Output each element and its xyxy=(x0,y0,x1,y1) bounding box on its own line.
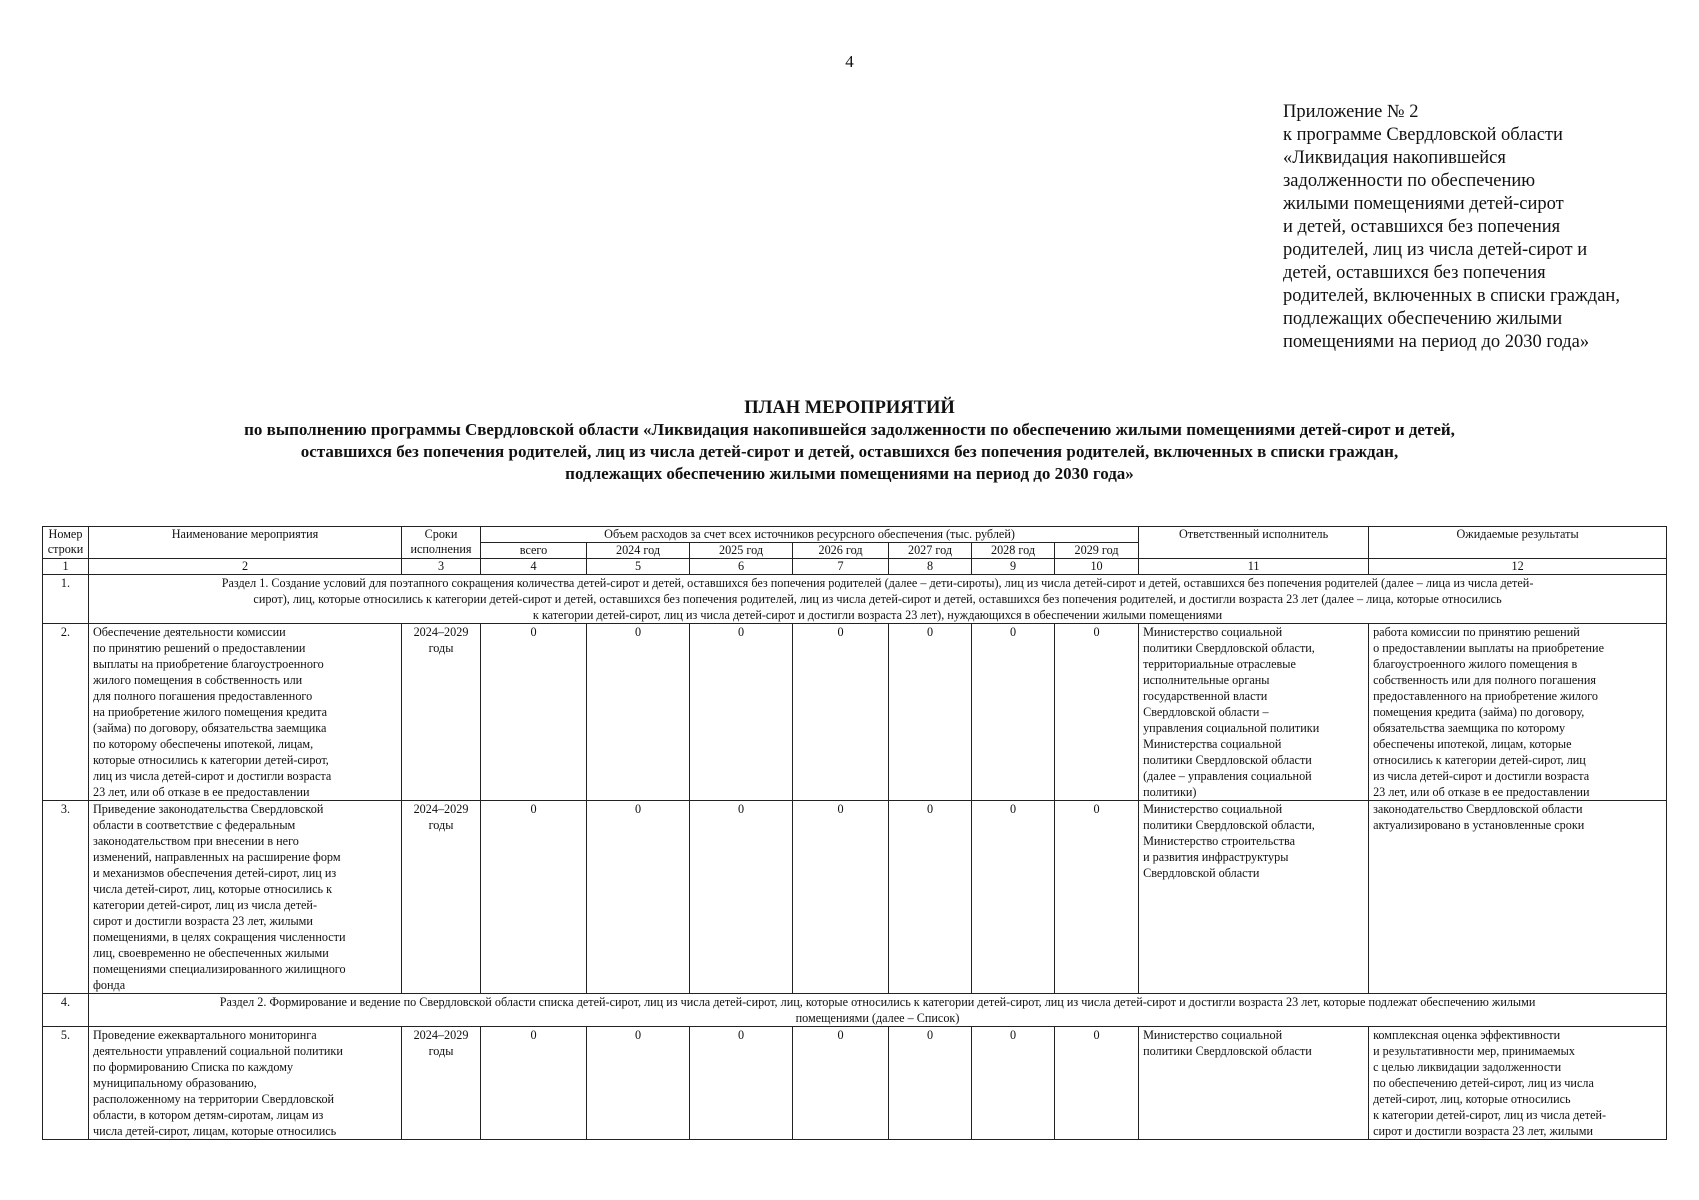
text-line: годы xyxy=(428,1044,454,1058)
column-number: 3 xyxy=(402,559,481,575)
amount-2028: 0 xyxy=(972,1027,1055,1140)
row-number: 5. xyxy=(43,1027,89,1140)
text-line: 2024–2029 xyxy=(413,625,469,639)
amount-2026: 0 xyxy=(793,624,889,801)
text-line: области, в котором детям-сиротам, лицам из xyxy=(93,1108,324,1122)
column-numbering-row xyxy=(43,559,1667,575)
responsible xyxy=(1139,624,1369,801)
column-number: 5 xyxy=(587,559,690,575)
appendix-line: задолженности по обеспечению xyxy=(1283,171,1536,191)
text-line: Министерство социальной xyxy=(1143,802,1283,816)
text-line: по которому обеспечены ипотекой, лицам, xyxy=(93,737,314,751)
column-number: 10 xyxy=(1055,559,1139,575)
text-line: лиц, своевременно не обеспеченных жилыми xyxy=(93,946,329,960)
column-number: 8 xyxy=(889,559,972,575)
title-line: по выполнению программы Свердловской области «Ликвидация накопившейся задолженности по обеспечению жилыми помещениями детей-сирот и детей, xyxy=(244,420,1455,439)
text-line: политики Свердловской области xyxy=(1143,753,1312,767)
expected-result xyxy=(1369,1027,1667,1140)
table-row xyxy=(43,624,1667,801)
plan-table xyxy=(42,526,1667,1140)
column-number: 12 xyxy=(1369,559,1667,575)
appendix-line: помещениями на период до 2030 года» xyxy=(1283,332,1590,352)
text-line: Свердловской области xyxy=(1143,866,1260,880)
title-line: оставшихся без попечения родителей, лиц из числа детей-сирот и детей, оставшихся без попечения родителей, включенных в списки граждан, xyxy=(300,442,1399,461)
page-number: 4 xyxy=(845,52,854,71)
appendix-note xyxy=(1283,101,1683,354)
activity-name xyxy=(89,624,402,801)
text-line: Министерство строительства xyxy=(1143,834,1295,848)
amount-2029: 0 xyxy=(1055,624,1139,801)
header-year: 2029 год xyxy=(1055,543,1139,559)
text-line: исполнительные органы xyxy=(1143,673,1270,687)
column-number: 7 xyxy=(793,559,889,575)
section-title xyxy=(89,575,1667,624)
text-line: и развития инфраструктуры xyxy=(1143,850,1289,864)
text-line: собственность или для полного погашения xyxy=(1373,673,1596,687)
text-line: работа комиссии по принятию решений xyxy=(1373,625,1580,639)
text-line: обеспечены ипотекой, лицам, которые xyxy=(1373,737,1572,751)
responsible xyxy=(1139,1027,1369,1140)
text-line: 23 лет, или об отказе в ее предоставлении xyxy=(93,785,310,799)
amount-2028: 0 xyxy=(972,624,1055,801)
amount-2025: 0 xyxy=(690,801,793,994)
row-number: 1. xyxy=(43,575,89,624)
column-number: 9 xyxy=(972,559,1055,575)
text-line: относились к категории детей-сирот, лиц xyxy=(1373,753,1586,767)
appendix-line: Приложение № 2 xyxy=(1283,102,1419,122)
text-line: к категории детей-сирот, лиц из числа детей- xyxy=(1373,1108,1607,1122)
text-line: для полного погашения предоставленного xyxy=(93,689,313,703)
text-line: 2024–2029 xyxy=(413,802,469,816)
appendix-line: «Ликвидация накопившейся xyxy=(1283,148,1506,168)
title-line: подлежащих обеспечению жилыми помещениями на период до 2030 года» xyxy=(565,464,1134,483)
section-line: к категории детей-сирот, лиц из числа детей-сирот и достигли возраста 23 лет), нуждающихся в обеспечении жилыми помещениями xyxy=(532,608,1223,622)
text-line: помещения кредита (займа) по договору, xyxy=(1373,705,1585,719)
text-line: помещениями, в целях сокращения численности xyxy=(93,930,346,944)
column-number: 4 xyxy=(481,559,587,575)
text-line: выплаты на приобретение благоустроенного xyxy=(93,657,324,671)
section-line: Раздел 2. Формирование и ведение по Свердловской области списка детей-сирот, лиц из числа детей-сирот, лиц, которые относились к категории детей-сирот, лиц из числа детей-сирот и достигли возраста 23 лет, которые подлежат обеспечению жилыми xyxy=(219,995,1536,1009)
section-line: сирот), лиц, которые относились к категории детей-сирот и детей, оставшихся без попечения родителей, лиц из числа детей-сирот и детей, оставшихся без попечения родителей, и достигли возраста 23 лет (далее – лица, которые относились xyxy=(253,592,1502,606)
text-line: Министерства социальной xyxy=(1143,737,1282,751)
header-results: Ожидаемые результаты xyxy=(1369,527,1667,559)
responsible xyxy=(1139,801,1369,994)
text-line: жилого помещения в собственность или xyxy=(93,673,303,687)
header-expenditure-volume: Объем расходов за счет всех источников ресурсного обеспечения (тыс. рублей) xyxy=(481,527,1139,543)
amount-total: 0 xyxy=(481,624,587,801)
text-line: фонда xyxy=(93,978,126,992)
header-year: 2025 год xyxy=(690,543,793,559)
section-row xyxy=(43,575,1667,624)
column-number: 1 xyxy=(43,559,89,575)
text-line: Министерство социальной xyxy=(1143,625,1283,639)
appendix-line: родителей, лиц из числа детей-сирот и xyxy=(1283,240,1588,260)
text-line: о предоставлении выплаты на приобретение xyxy=(1373,641,1604,655)
appendix-line: родителей, включенных в списки граждан, xyxy=(1283,286,1620,306)
text-line: числа детей-сирот, лиц, которые относились к xyxy=(93,882,333,896)
text-line: помещениями специализированного жилищного xyxy=(93,962,346,976)
amount-2029: 0 xyxy=(1055,1027,1139,1140)
column-number: 11 xyxy=(1139,559,1369,575)
amount-2024: 0 xyxy=(587,801,690,994)
text-line: управления социальной политики xyxy=(1143,721,1320,735)
row-number: 4. xyxy=(43,994,89,1027)
section-title xyxy=(89,994,1667,1027)
text-line: обязательства заемщика по которому xyxy=(1373,721,1566,735)
amount-2027: 0 xyxy=(889,624,972,801)
text-line: 23 лет, или об отказе в ее предоставлении xyxy=(1373,785,1590,799)
text-line: (займа) по договору, обязательства заемщика xyxy=(93,721,327,735)
text-line: расположенному на территории Свердловской xyxy=(93,1092,335,1106)
text-line: категории детей-сирот, лиц из числа детей- xyxy=(93,898,318,912)
text-line: на приобретение жилого помещения кредита xyxy=(93,705,327,719)
appendix-line: к программе Свердловской области xyxy=(1283,125,1563,145)
text-line: изменений, направленных на расширение форм xyxy=(93,850,341,864)
appendix-line: жилыми помещениями детей-сирот xyxy=(1283,194,1564,214)
text-line: Проведение ежеквартального мониторинга xyxy=(93,1028,317,1042)
text-line: по обеспечению детей-сирот, лиц из числа xyxy=(1373,1076,1594,1090)
amount-total: 0 xyxy=(481,801,587,994)
text-line: детей-сирот, лиц, которые относились xyxy=(1373,1092,1571,1106)
text-line: комплексная оценка эффективности xyxy=(1373,1028,1561,1042)
amount-2027: 0 xyxy=(889,801,972,994)
text-line: Свердловской области – xyxy=(1143,705,1269,719)
term xyxy=(402,801,481,994)
header-year: 2026 год xyxy=(793,543,889,559)
text-line: благоустроенного жилого помещения в xyxy=(1373,657,1578,671)
amount-2025: 0 xyxy=(690,624,793,801)
text-line: политики Свердловской области xyxy=(1143,1044,1312,1058)
row-number: 2. xyxy=(43,624,89,801)
expected-result xyxy=(1369,624,1667,801)
activity-name xyxy=(89,801,402,994)
text-line: сирот и достигли возраста 23 лет, жилыми xyxy=(93,914,313,928)
text-line: Министерство социальной xyxy=(1143,1028,1283,1042)
header-year-total: всего xyxy=(481,543,587,559)
amount-2027: 0 xyxy=(889,1027,972,1140)
term xyxy=(402,1027,481,1140)
text-line: годы xyxy=(428,641,454,655)
text-line: из числа детей-сирот и достигли возраста xyxy=(1373,769,1590,783)
column-number: 6 xyxy=(690,559,793,575)
text-line: 2024–2029 xyxy=(413,1028,469,1042)
text-line: политики Свердловской области, xyxy=(1143,818,1315,832)
section-row xyxy=(43,994,1667,1027)
text-line: деятельности управлений социальной политики xyxy=(93,1044,343,1058)
text-line: государственной власти xyxy=(1143,689,1268,703)
header-activity-name: Наименование мероприятия xyxy=(89,527,402,559)
expected-result xyxy=(1369,801,1667,994)
amount-2026: 0 xyxy=(793,801,889,994)
row-number: 3. xyxy=(43,801,89,994)
appendix-line: подлежащих обеспечению жилыми xyxy=(1283,309,1563,329)
text-line: по принятию решений о предоставлении xyxy=(93,641,306,655)
text-line: территориальные отраслевые xyxy=(1143,657,1296,671)
text-line: годы xyxy=(428,818,454,832)
text-line: Обеспечение деятельности комиссии xyxy=(93,625,286,639)
header-row xyxy=(43,527,1667,543)
section-line: помещениями (далее – Список) xyxy=(795,1011,960,1025)
text-line: лиц из числа детей-сирот и достигли возраста xyxy=(93,769,332,783)
text-line: (далее – управления социальной xyxy=(1143,769,1312,783)
header-year: 2027 год xyxy=(889,543,972,559)
amount-2028: 0 xyxy=(972,801,1055,994)
text-line: по формированию Списка по каждому xyxy=(93,1060,294,1074)
table-row xyxy=(43,1027,1667,1140)
text-line: Приведение законодательства Свердловской xyxy=(93,802,324,816)
header-year: 2028 год xyxy=(972,543,1055,559)
appendix-line: детей, оставшихся без попечения xyxy=(1283,263,1546,283)
table-row xyxy=(43,801,1667,994)
amount-total: 0 xyxy=(481,1027,587,1140)
text-line: актуализировано в установленные сроки xyxy=(1373,818,1585,832)
amount-2025: 0 xyxy=(690,1027,793,1140)
header-year: 2024 год xyxy=(587,543,690,559)
amount-2026: 0 xyxy=(793,1027,889,1140)
amount-2024: 0 xyxy=(587,1027,690,1140)
text-line: и результативности мер, принимаемых xyxy=(1373,1044,1575,1058)
document-title xyxy=(0,397,1699,485)
text-line: предоставленного на приобретение жилого xyxy=(1373,689,1598,703)
column-number: 2 xyxy=(89,559,402,575)
section-line: Раздел 1. Создание условий для поэтапного сокращения количества детей-сирот и детей, оставшихся без попечения родителей (далее – дети-сироты), лиц из числа детей-сирот и детей, оставшихся без попечения родителей (далее – лица из числа детей- xyxy=(221,576,1534,590)
text-line: законодательство Свердловской области xyxy=(1373,802,1583,816)
text-line: сирот и достигли возраста 23 лет, жилыми xyxy=(1373,1124,1593,1138)
text-line: с целью ликвидации задолженности xyxy=(1373,1060,1562,1074)
header-term: Сроки исполнения xyxy=(402,527,481,559)
text-line: политики) xyxy=(1143,785,1197,799)
title-heading: ПЛАН МЕРОПРИЯТИЙ xyxy=(744,398,955,418)
text-line: политики Свердловской области, xyxy=(1143,641,1315,655)
amount-2029: 0 xyxy=(1055,801,1139,994)
appendix-line: и детей, оставшихся без попечения xyxy=(1283,217,1561,237)
text-line: законодательством при внесении в него xyxy=(93,834,299,848)
term xyxy=(402,624,481,801)
activity-name xyxy=(89,1027,402,1140)
text-line: муниципальному образованию, xyxy=(93,1076,257,1090)
amount-2024: 0 xyxy=(587,624,690,801)
text-line: числа детей-сирот, лицам, которые относились xyxy=(93,1124,337,1138)
header-row-number: Номер строки xyxy=(43,527,89,559)
text-line: которые относились к категории детей-сирот, xyxy=(93,753,329,767)
text-line: и механизмов обеспечения детей-сирот, лиц из xyxy=(93,866,337,880)
header-responsible: Ответственный исполнитель xyxy=(1139,527,1369,559)
text-line: области в соответствие с федеральным xyxy=(93,818,296,832)
